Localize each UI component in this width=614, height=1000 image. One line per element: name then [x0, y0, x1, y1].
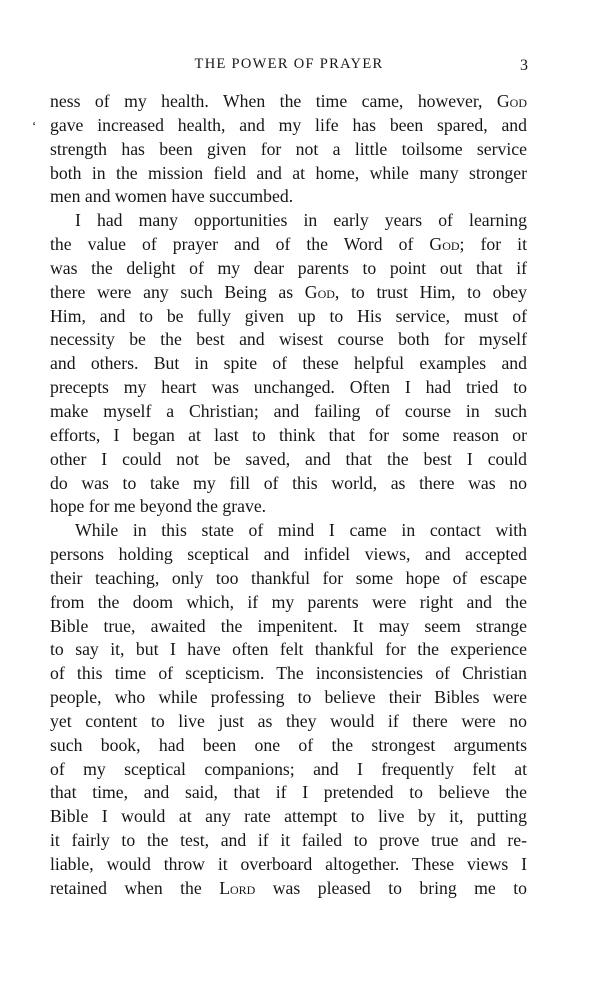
- text-line: [50, 305, 527, 329]
- text-segment: there were any such Being as: [50, 281, 305, 302]
- text-segment: ; for it: [459, 234, 527, 255]
- text-segment: I had many opportunities in early years of learning: [75, 210, 527, 231]
- text-segment: efforts, I began at last to think that for some reason or: [50, 424, 527, 445]
- text-line: [50, 686, 527, 710]
- text-line: [50, 448, 527, 472]
- text-line: [50, 233, 527, 257]
- text-line: [50, 400, 527, 424]
- body-text: [50, 90, 527, 901]
- text-line: [50, 519, 527, 543]
- text-segment: Him, and to be fully given up to His service, must of: [50, 305, 527, 326]
- text-line: [50, 567, 527, 591]
- text-line: [50, 424, 527, 448]
- text-segment: from the doom which, if my parents were right and the: [50, 591, 527, 612]
- text-line: [50, 638, 527, 662]
- margin-mark: ‘: [32, 118, 37, 133]
- text-line: [50, 472, 527, 496]
- text-line: [50, 853, 527, 877]
- text-line: [50, 114, 527, 138]
- text-line: [50, 662, 527, 686]
- text-segment: such book, had been one of the strongest arguments: [50, 734, 527, 755]
- text-segment: retained when the: [50, 877, 220, 898]
- text-segment: men and women have succumbed.: [50, 186, 294, 207]
- text-line: [50, 209, 527, 233]
- text-line: [50, 495, 527, 519]
- text-segment: other I could not be saved, and that the best I could: [50, 448, 527, 469]
- text-segment: of my sceptical companions; and I frequently felt at: [50, 758, 527, 779]
- text-line: [50, 257, 527, 281]
- text-segment: to say it, but I have often felt thankful for the experience: [50, 639, 527, 660]
- text-line: [50, 138, 527, 162]
- text-segment: their teaching, only too thankful for some hope of escape: [50, 567, 527, 588]
- text-segment: and others. But in spite of these helpful examples and: [50, 353, 527, 374]
- text-line: [50, 805, 527, 829]
- text-segment: Bible true, awaited the impenitent. It may seem strange: [50, 615, 527, 636]
- text-segment: both in the mission field and at home, while many stronger: [50, 162, 527, 183]
- text-line: [50, 877, 527, 901]
- text-segment: yet content to live just as they would if there were no: [50, 710, 527, 731]
- text-segment: hope for me beyond the grave.: [50, 496, 267, 517]
- text-line: [50, 352, 527, 376]
- text-segment: was pleased to bring me to: [255, 877, 527, 898]
- text-line: [50, 328, 527, 352]
- running-head: THE POWER OF PRAYER: [194, 56, 384, 72]
- text-segment: strength has been given for not a little toilsome service: [50, 138, 527, 159]
- text-segment: precepts my heart was unchanged. Often I had tried to: [50, 377, 527, 398]
- page-number: 3: [520, 57, 528, 74]
- text-segment: the value of prayer and of the Word of: [50, 234, 430, 255]
- text-segment: persons holding sceptical and infidel views, and accepted: [50, 544, 527, 565]
- text-segment: ness of my health. When the time came, however,: [50, 91, 497, 111]
- text-segment: was the delight of my dear parents to point out that if: [50, 257, 527, 278]
- text-segment: people, who while professing to believe their Bibles were: [50, 687, 527, 708]
- text-segment: liable, would throw it overboard altogether. These views I: [50, 854, 527, 874]
- text-segment: make myself a Christian; and failing of course in such: [50, 400, 527, 421]
- text-line: [50, 90, 527, 114]
- text-segment: gave increased health, and my life has been spared, and: [50, 114, 527, 135]
- small-caps-word: God: [496, 91, 527, 111]
- text-segment: Bible I would at any rate attempt to live by it, putting: [50, 806, 527, 827]
- text-line: [50, 162, 527, 186]
- text-line: [50, 710, 527, 734]
- small-caps-word: God: [304, 281, 335, 302]
- text-line: [50, 376, 527, 400]
- text-segment: While in this state of mind I came in contact with: [75, 520, 527, 541]
- text-segment: , to trust Him, to obey: [334, 281, 527, 302]
- text-line: [50, 543, 527, 567]
- text-line: [50, 615, 527, 639]
- text-segment: that time, and said, that if I pretended to believe the: [50, 782, 527, 803]
- small-caps-word: God: [429, 234, 460, 255]
- text-line: [50, 591, 527, 615]
- page-header: [50, 56, 528, 82]
- text-line: [50, 781, 527, 805]
- text-segment: do was to take my fill of this world, as there was no: [50, 472, 527, 493]
- text-segment: it fairly to the test, and if it failed to prove true and re-: [50, 830, 527, 851]
- text-line: [50, 829, 527, 853]
- text-line: [50, 281, 527, 305]
- text-segment: necessity be the best and wisest course both for myself: [50, 329, 527, 350]
- text-line: [50, 734, 527, 758]
- text-line: [50, 185, 527, 209]
- text-line: [50, 758, 527, 782]
- text-segment: of this time of scepticism. The inconsistencies of Christian: [50, 663, 527, 684]
- small-caps-word: Lord: [219, 877, 256, 898]
